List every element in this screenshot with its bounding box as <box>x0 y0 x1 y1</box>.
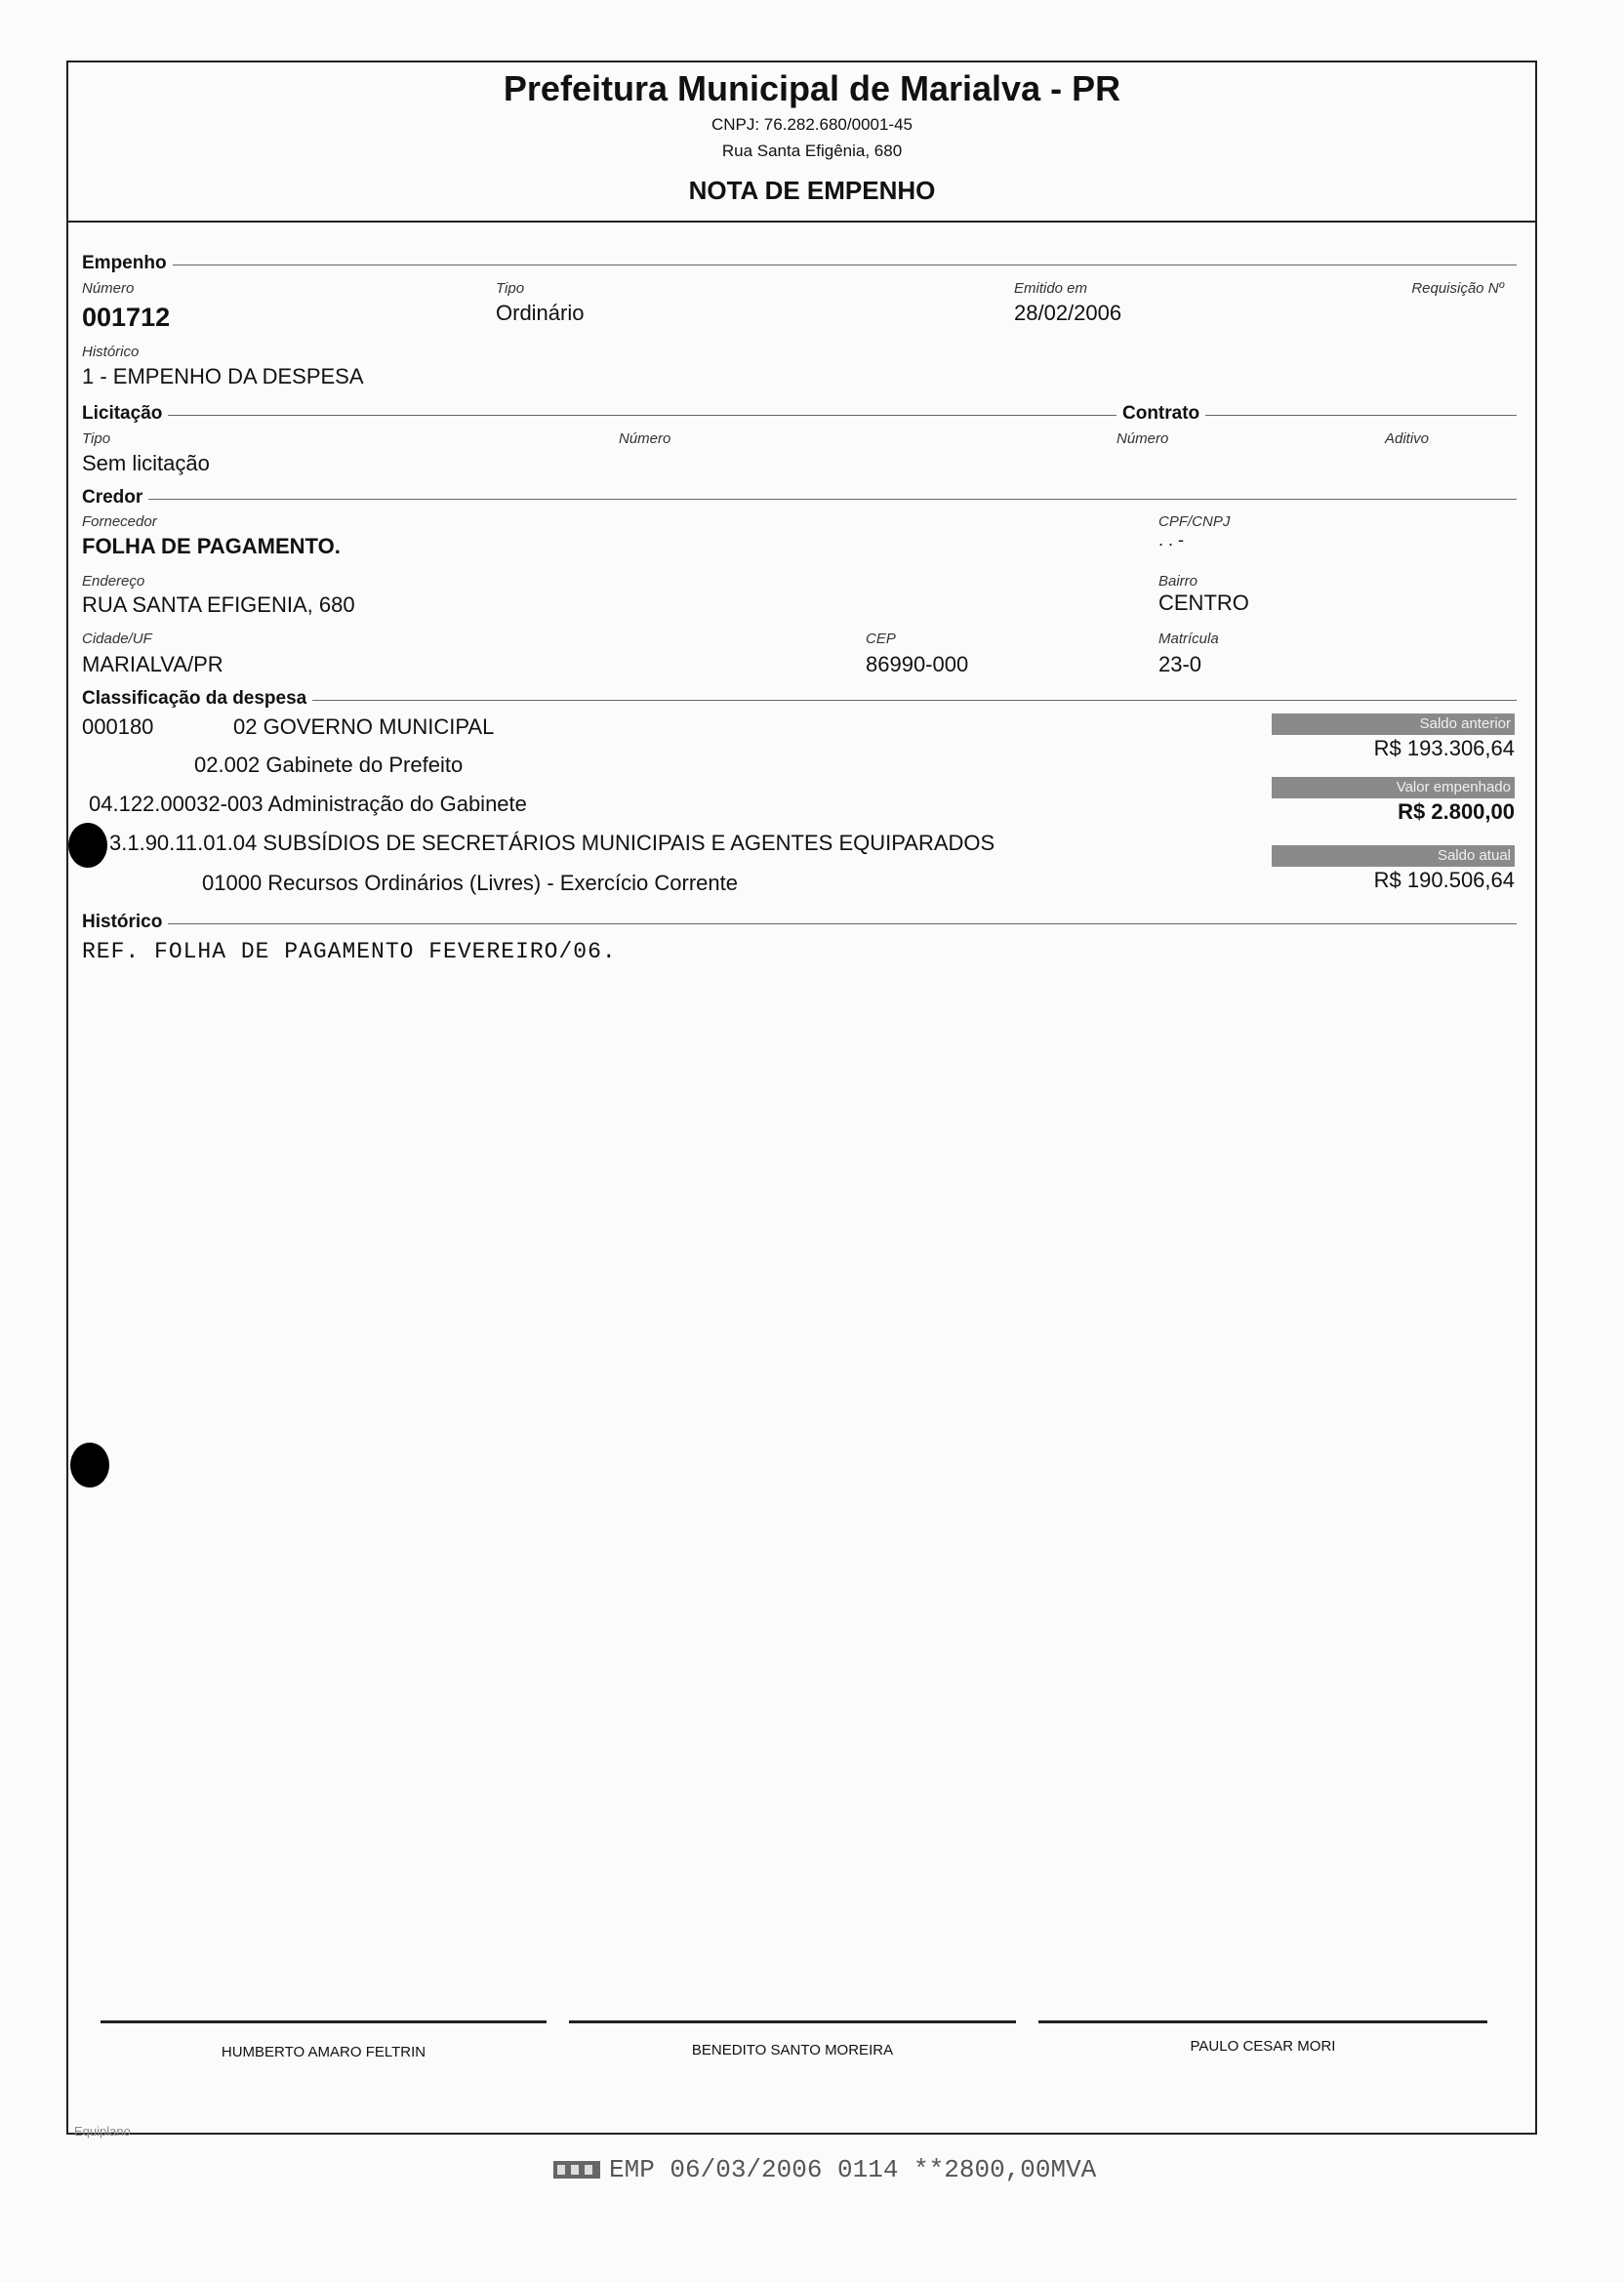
stamp-mark-icon <box>552 2157 601 2182</box>
receipt-stamp: EMP 06/03/2006 0114 **2800,00MVA <box>609 2155 1097 2184</box>
credor-rule <box>82 499 1517 500</box>
saldo-atual-label: Saldo atual <box>1272 845 1515 867</box>
licitacao-numero-label: Número <box>619 430 671 447</box>
historico-text: REF. FOLHA DE PAGAMENTO FEVEREIRO/06. <box>82 939 617 964</box>
licitacao-tipo-label: Tipo <box>82 430 111 447</box>
punch-hole-top <box>68 823 107 868</box>
class-governo: 02 GOVERNO MUNICIPAL <box>233 714 495 739</box>
cpf-label: CPF/CNPJ <box>1158 513 1231 530</box>
section-credor: Credor <box>82 487 148 509</box>
section-licitacao: Licitação <box>82 403 168 425</box>
class-elemento: 3.1.90.11.01.04 SUBSÍDIOS DE SECRETÁRIOS MUNICIPAIS E AGENTES EQUIPARADOS <box>109 831 995 855</box>
bairro-label: Bairro <box>1158 573 1198 590</box>
signature-line-2 <box>569 2020 1016 2023</box>
signature-line-3 <box>1038 2020 1487 2023</box>
punch-hole-middle <box>70 1443 109 1487</box>
requisicao-label: Requisição Nº <box>1411 280 1504 297</box>
endereco-label: Endereço <box>82 573 145 590</box>
cnpj: CNPJ: 76.282.680/0001-45 <box>710 115 914 134</box>
signature-name-1: HUMBERTO AMARO FELTRIN <box>221 2044 426 2060</box>
class-code: 000180 <box>82 714 154 739</box>
matricula: 23-0 <box>1158 652 1202 676</box>
contrato-numero-label: Número <box>1116 430 1169 447</box>
saldo-anterior: R$ 193.306,64 <box>1373 736 1515 760</box>
header-separator <box>66 221 1537 223</box>
class-recursos: 01000 Recursos Ordinários (Livres) - Exercício Corrente <box>202 871 738 895</box>
empenho-tipo: Ordinário <box>496 301 585 325</box>
signature-line-1 <box>101 2020 547 2023</box>
software-watermark: Equiplano <box>74 2124 131 2139</box>
valor-empenhado-label: Valor empenhado <box>1272 777 1515 798</box>
class-administracao: 04.122.00032-003 Administração do Gabinete <box>89 792 527 816</box>
cpf: . . - <box>1158 530 1184 550</box>
licitacao-rule <box>82 415 1517 416</box>
cidade-label: Cidade/UF <box>82 631 152 647</box>
receipt-stamp-row <box>552 2155 1096 2184</box>
valor-empenhado: R$ 2.800,00 <box>1398 799 1515 824</box>
section-contrato: Contrato <box>1116 403 1205 425</box>
empenho-historico: 1 - EMPENHO DA DESPESA <box>82 364 364 388</box>
saldo-atual: R$ 190.506,64 <box>1373 868 1515 892</box>
empenho-number: 001712 <box>82 303 171 332</box>
emitido-label: Emitido em <box>1014 280 1088 297</box>
section-historico: Histórico <box>82 912 168 933</box>
signature-name-3: PAULO CESAR MORI <box>1190 2038 1336 2055</box>
page-title: Prefeitura Municipal de Marialva - PR <box>503 68 1121 108</box>
address: Rua Santa Efigênia, 680 <box>721 142 903 160</box>
tipo-label: Tipo <box>496 280 525 297</box>
matricula-label: Matrícula <box>1158 631 1219 647</box>
cep-label: CEP <box>866 631 896 647</box>
bairro: CENTRO <box>1158 591 1249 615</box>
historico-rule <box>82 923 1517 924</box>
endereco: RUA SANTA EFIGENIA, 680 <box>82 592 355 617</box>
signature-name-2: BENEDITO SANTO MOREIRA <box>691 2042 894 2058</box>
contrato-aditivo-label: Aditivo <box>1385 430 1430 447</box>
document-title: NOTA DE EMPENHO <box>688 176 936 205</box>
class-gabinete: 02.002 Gabinete do Prefeito <box>194 753 464 777</box>
licitacao-tipo: Sem licitação <box>82 451 210 475</box>
saldo-anterior-label: Saldo anterior <box>1272 713 1515 735</box>
section-empenho: Empenho <box>82 253 173 274</box>
fornecedor: FOLHA DE PAGAMENTO. <box>82 534 341 558</box>
cep: 86990-000 <box>866 652 969 676</box>
fornecedor-label: Fornecedor <box>82 513 157 530</box>
cidade: MARIALVA/PR <box>82 652 223 676</box>
historico-label: Histórico <box>82 344 140 360</box>
section-classificacao: Classificação da despesa <box>82 688 312 710</box>
numero-label: Número <box>82 280 135 297</box>
emitido-date: 28/02/2006 <box>1014 301 1122 325</box>
